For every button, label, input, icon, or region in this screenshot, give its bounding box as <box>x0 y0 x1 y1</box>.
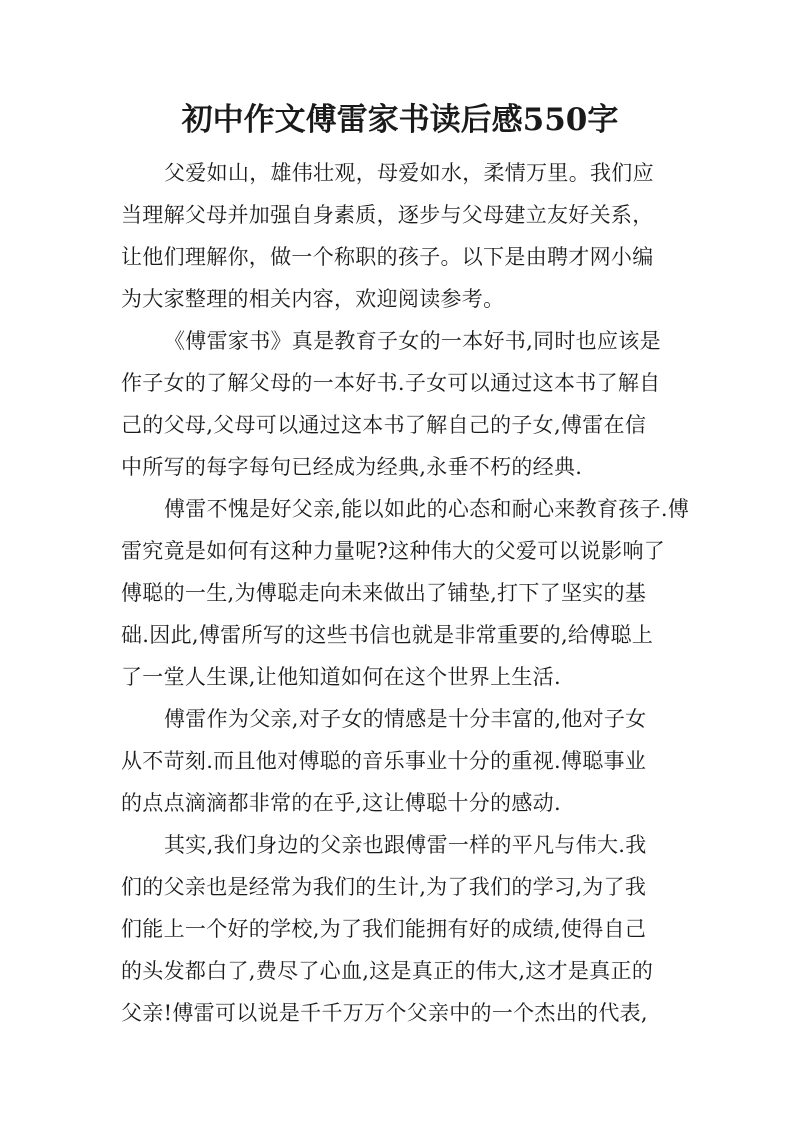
paragraph-1-line-1: 父爱如山，雄伟壮观，母爱如水，柔情万里。我们应 <box>164 161 654 185</box>
paragraph-3-line-3: 傅聪的一生,为傅聪走向未来做出了铺垫,打下了坚实的基 <box>121 581 647 605</box>
paragraph-1-line-3: 让他们理解你，做一个称职的孩子。以下是由聘才网小编 <box>121 245 654 269</box>
document-title: 初中作文傅雷家书读后感550字 <box>181 102 619 138</box>
paragraph-5-line-4: 的头发都白了,费尽了心血,这是真正的伟大,这才是真正的 <box>121 959 654 983</box>
paragraph-4-line-1: 傅雷作为父亲,对子女的情感是十分丰富的,他对子女 <box>164 707 647 731</box>
paragraph-1-line-4: 为大家整理的相关内容，欢迎阅读参考。 <box>121 287 505 311</box>
paragraph-3-line-5: 了一堂人生课,让他知道如何在这个世界上生活. <box>121 665 561 689</box>
paragraph-3-line-4: 础.因此,傅雷所写的这些书信也就是非常重要的,给傅聪上 <box>121 623 654 647</box>
paragraph-5-line-3: 们能上一个好的学校,为了我们能拥有好的成绩,使得自己 <box>121 917 647 941</box>
paragraph-3-line-2: 雷究竟是如何有这种力量呢?这种伟大的父爱可以说影响了 <box>121 539 666 563</box>
paragraph-2-line-2: 作子女的了解父母的一本好书.子女可以通过这本书了解自 <box>121 371 661 395</box>
paragraph-5-line-5: 父亲!傅雷可以说是千千万万个父亲中的一个杰出的代表, <box>121 1001 648 1025</box>
paragraph-5-line-1: 其实,我们身边的父亲也跟傅雷一样的平凡与伟大.我 <box>164 833 647 857</box>
paragraph-2-line-3: 己的父母,父母可以通过这本书了解自己的子女,傅雷在信 <box>121 413 647 437</box>
paragraph-2-line-1: 《傅雷家书》真是教育子女的一本好书,同时也应该是 <box>164 329 661 353</box>
paragraph-4-line-2: 从不苛刻.而且他对傅聪的音乐事业十分的重视.傅聪事业 <box>121 749 647 773</box>
paragraph-5-line-2: 们的父亲也是经常为我们的生计,为了我们的学习,为了我 <box>121 875 647 899</box>
paragraph-3-line-1: 傅雷不愧是好父亲,能以如此的心态和耐心来教育孩子.傅 <box>164 497 690 521</box>
paragraph-2-line-4: 中所写的每字每句已经成为经典,永垂不朽的经典. <box>121 455 583 479</box>
paragraph-1-line-2: 当理解父母并加强自身素质，逐步与父母建立友好关系， <box>121 203 654 227</box>
paragraph-4-line-3: 的点点滴滴都非常的在乎,这让傅聪十分的感动. <box>121 791 561 815</box>
